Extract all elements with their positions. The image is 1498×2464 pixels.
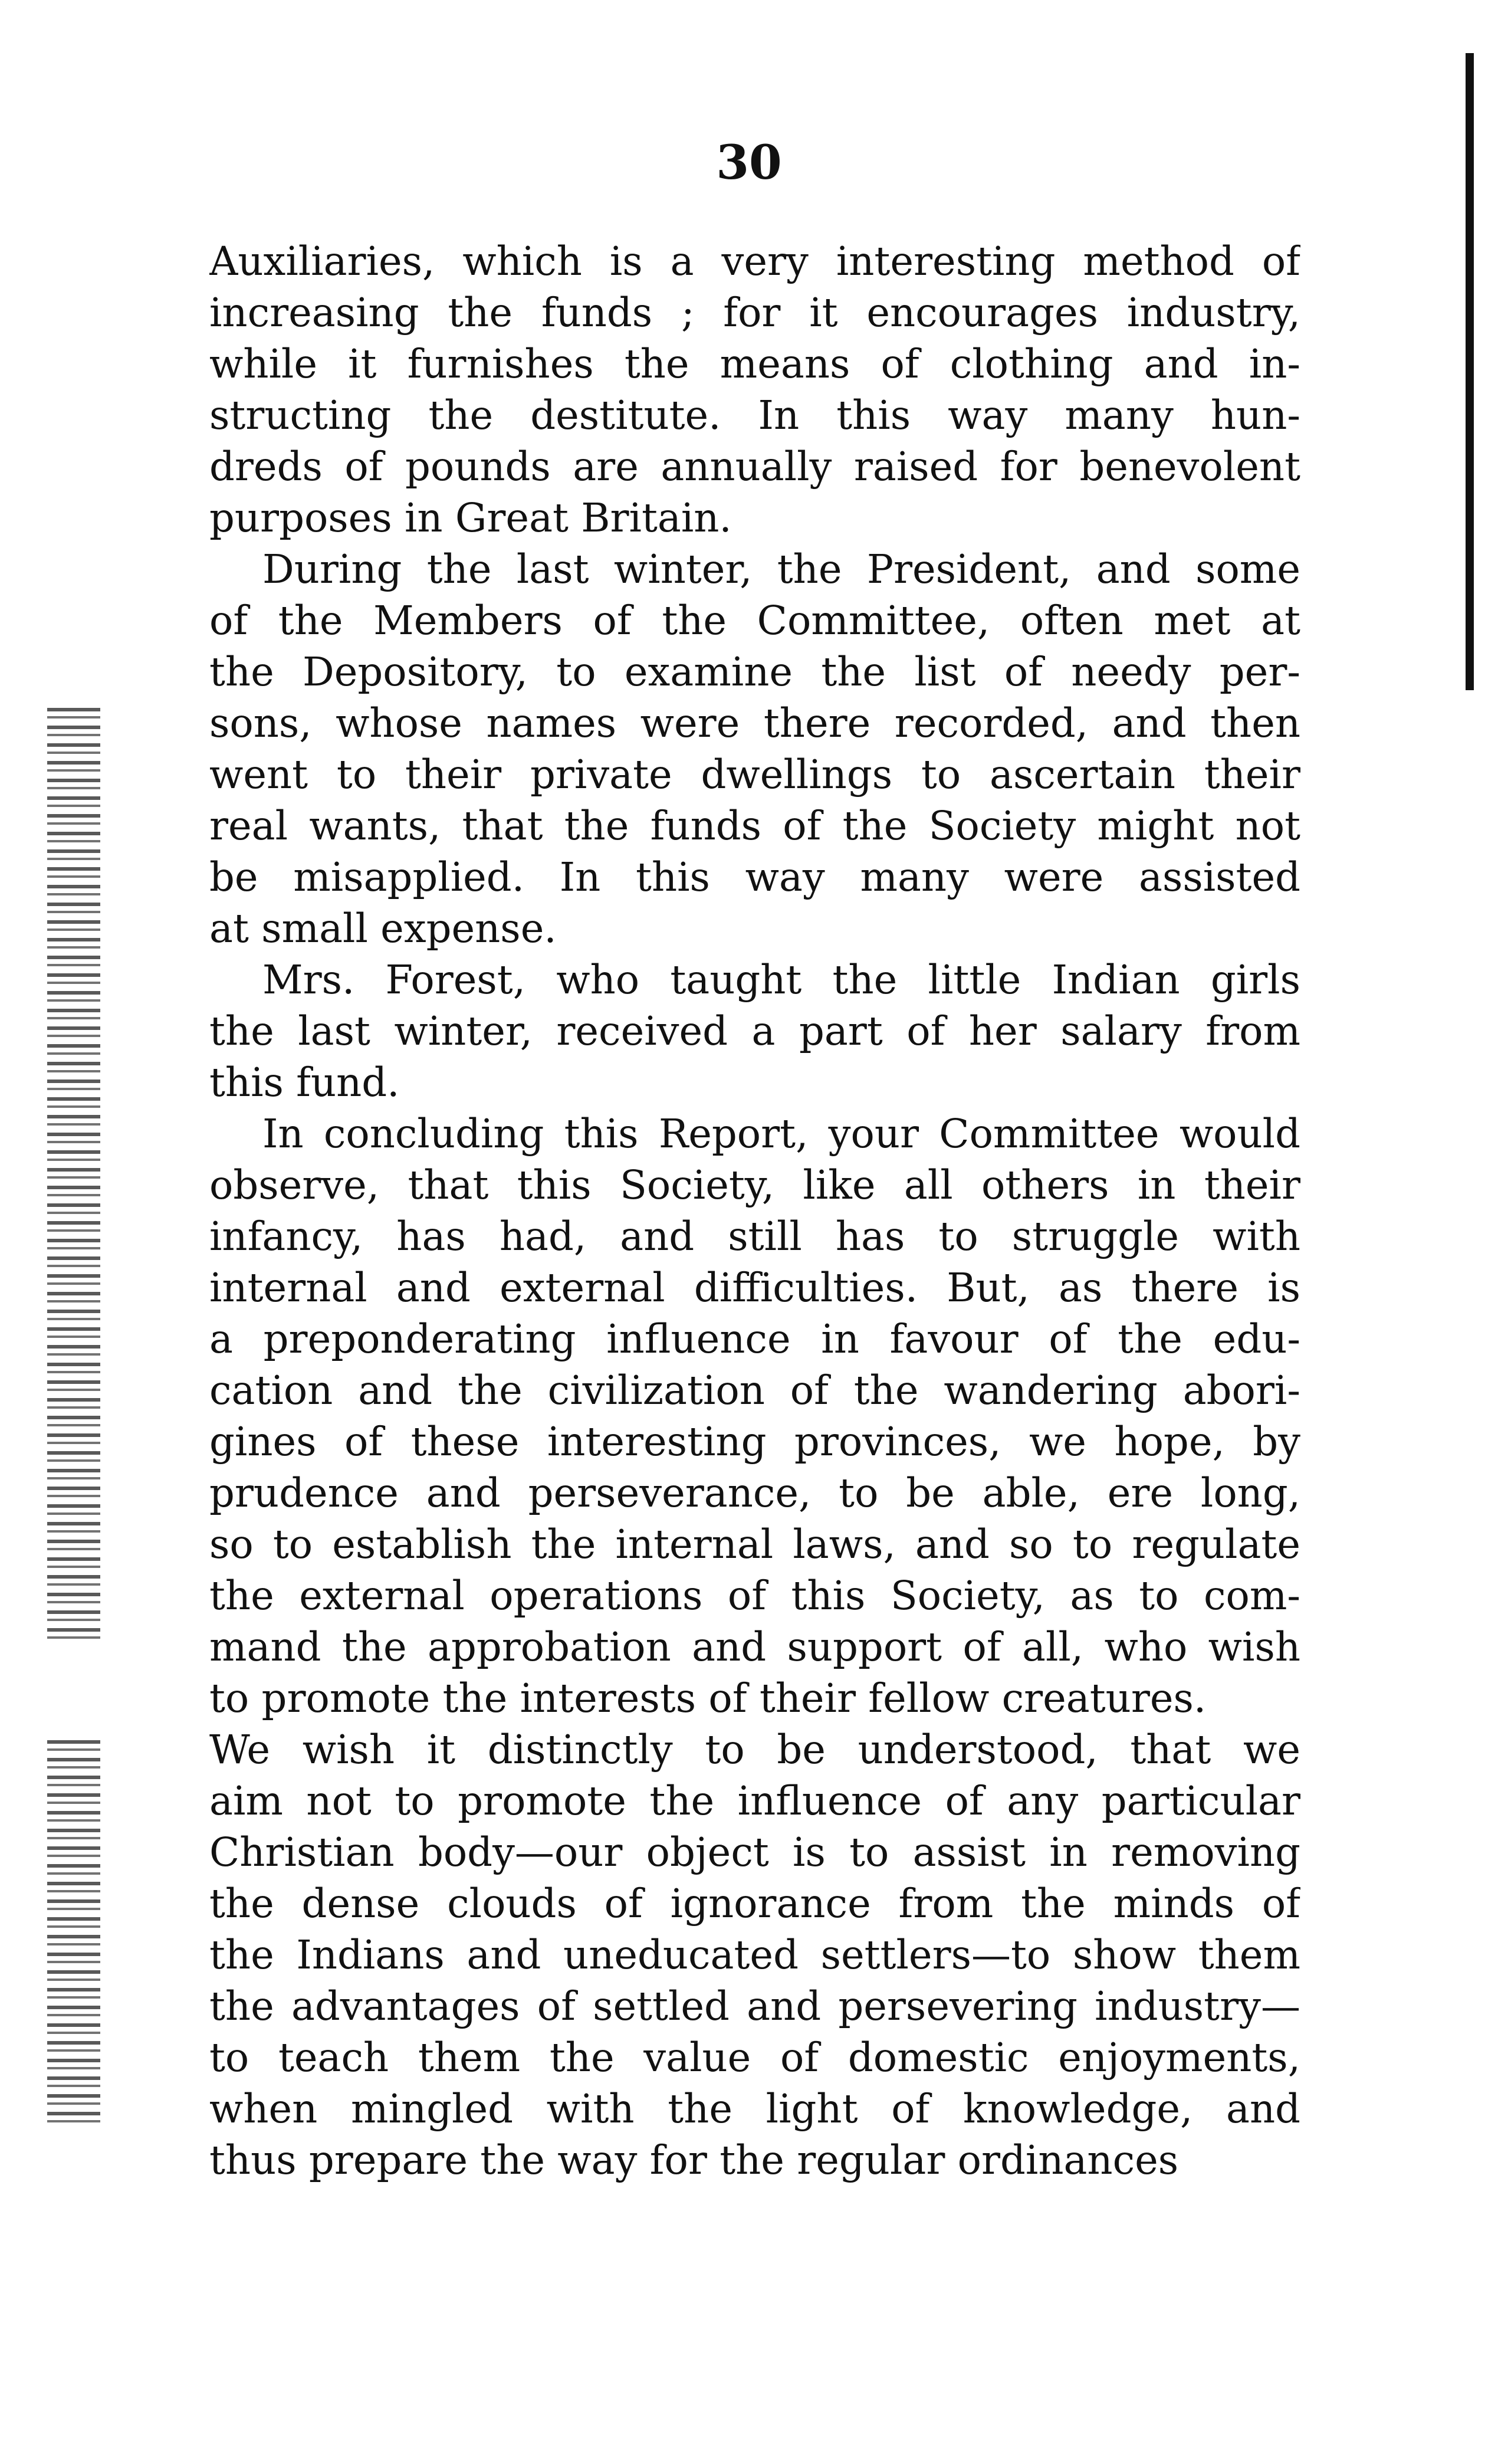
text-line: real wants, that the funds of the Society might not (209, 803, 1300, 849)
text-line: a preponderating influence in favour of the edu- (209, 1316, 1300, 1362)
text-line: Auxiliaries, which is a very interesting method of (209, 238, 1300, 284)
text-line: the last winter, received a part of her salary from (209, 1008, 1300, 1054)
text-line: purposes in Great Britain. (209, 495, 732, 541)
text-line: at small expense. (209, 905, 557, 952)
text-line: We wish it distinctly to be understood, that we (209, 1727, 1300, 1773)
text-line: of the Members of the Committee, often met at (209, 598, 1300, 644)
text-line: gines of these interesting provinces, we hope, by (209, 1419, 1300, 1465)
text-line: dreds of pounds are annually raised for benevolent (209, 444, 1300, 490)
text-line: structing the destitute. In this way many hun- (209, 392, 1300, 438)
text-line: be misapplied. In this way many were assisted (209, 854, 1300, 900)
text-line: infancy, has had, and still has to struggle with (209, 1213, 1300, 1259)
text-line: when mingled with the light of knowledge, and (209, 2086, 1300, 2132)
scan-margin-noise-lower (47, 1740, 100, 2124)
text-line: while it furnishes the means of clothing and in- (209, 341, 1300, 387)
text-line: so to establish the internal laws, and so to regulate (209, 1521, 1300, 1567)
text-line: the Indians and uneducated settlers—to show them (209, 1932, 1300, 1978)
text-line: the external operations of this Society, as to com- (209, 1573, 1300, 1619)
text-line: Mrs. Forest, who taught the little Indian girls (262, 957, 1300, 1003)
text-line: In concluding this Report, your Committee would (262, 1111, 1300, 1157)
text-line: internal and external difficulties. But, as there is (209, 1265, 1300, 1311)
text-line: observe, that this Society, like all others in their (209, 1162, 1300, 1208)
text-line: increasing the funds ; for it encourages industry, (209, 290, 1300, 336)
text-line: thus prepare the way for the regular ordinances (209, 2137, 1179, 2183)
text-line: aim not to promote the influence of any particular (209, 1778, 1300, 1824)
text-line: prudence and perseverance, to be able, ere long, (209, 1470, 1300, 1516)
text-line: mand the approbation and support of all, who wish (209, 1624, 1300, 1670)
text-line: sons, whose names were there recorded, and then (209, 700, 1300, 746)
scan-margin-noise (47, 708, 100, 1640)
text-line: to teach them the value of domestic enjoyments, (209, 2035, 1300, 2081)
text-line: cation and the civilization of the wandering abori- (209, 1367, 1300, 1413)
text-line: the advantages of settled and persevering industry— (209, 1983, 1300, 2029)
text-line: this fund. (209, 1059, 400, 1105)
text-line: Christian body—our object is to assist in removing (209, 1829, 1300, 1875)
text-line: went to their private dwellings to ascertain their (209, 752, 1300, 798)
page-number: 30 (716, 134, 782, 190)
body-text (209, 236, 1300, 2186)
text-line: the dense clouds of ignorance from the minds of (209, 1881, 1300, 1927)
text-line: to promote the interests of their fellow creatures. (209, 1675, 1207, 1721)
text-line: the Depository, to examine the list of needy per- (209, 649, 1300, 695)
text-line: During the last winter, the President, and some (262, 546, 1300, 592)
